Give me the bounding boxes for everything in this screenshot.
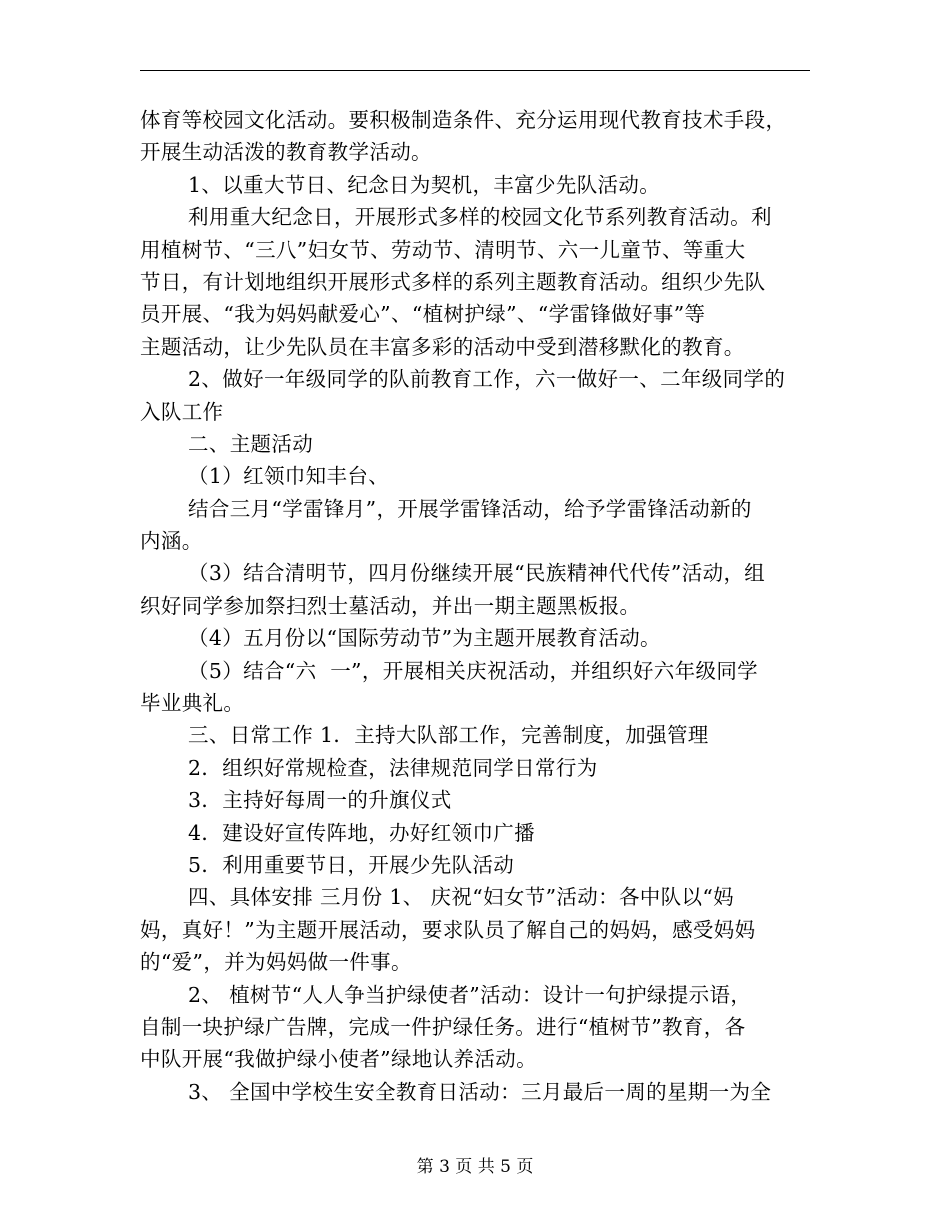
page-footer: 第 3 页 共 5 页 — [416, 1157, 534, 1177]
text-line: 二、主题活动 — [188, 431, 314, 456]
text-line: 节日，有计划地组织开展形式多样的系列主题教育活动。组织少先队 — [140, 269, 766, 294]
text-line: 体育等校园文化活动。要积极制造条件、充分运用现代教育技术手段， — [140, 108, 787, 132]
text-line: 2．组织好常规检查，法律规范同学日常行为 — [188, 755, 598, 780]
text-line: 内涵。 — [140, 529, 203, 554]
text-line: 4．建设好宣传阵地，办好红领巾广播 — [188, 820, 535, 845]
text-line: 开展生动活泼的教育教学活动。 — [140, 140, 432, 165]
text-line: （1）红领巾知丰台、 — [188, 464, 390, 489]
text-line: 自制一块护绿广告牌，完成一件护绿任务。进行“植树节”教育，各 — [140, 1014, 746, 1039]
text-line: 2、 植树节“人人争当护绿使者”活动：设计一句护绿提示语， — [188, 982, 752, 1007]
text-line: 主题活动，让少先队员在丰富多彩的活动中受到潜移默化的教育。 — [140, 334, 745, 359]
text-line: 中队开展“我做护绿小使者”绿地认养活动。 — [140, 1047, 537, 1072]
header-rule — [140, 70, 810, 71]
text-line: 5．利用重要节日，开展少先队活动 — [188, 852, 515, 877]
text-line: 3．主持好每周一的升旗仪式 — [188, 788, 452, 813]
text-line: （4）五月份以“国际劳动节”为主题开展教育活动。 — [188, 626, 661, 651]
text-line: （3）结合清明节，四月份继续开展“民族精神代代传”活动，组 — [188, 561, 766, 586]
text-line: （5）结合“六 一”，开展相关庆祝活动，并组织好六年级同学 — [188, 658, 759, 683]
text-line: 结合三月“学雷锋月”，开展学雷锋活动，给予学雷锋活动新的 — [188, 496, 752, 521]
document-body — [140, 104, 812, 1108]
text-line: 织好同学参加祭扫烈士墓活动，并出一期主题黑板报。 — [140, 593, 641, 618]
text-line: 的“爱”，并为妈妈做一件事。 — [140, 950, 412, 975]
text-line: 妈，真好！”为主题开展活动，要求队员了解自己的妈妈，感受妈妈 — [140, 917, 756, 942]
text-line: 用植树节、“三八”妇女节、劳动节、清明节、六一儿童节、等重大 — [140, 237, 746, 262]
text-line: 四、具体安排 三月份 1、 庆祝“妇女节”活动：各中队以“妈 — [188, 885, 735, 910]
text-line: 利用重大纪念日，开展形式多样的校园文化节系列教育活动。利 — [188, 205, 772, 230]
text-line: 2、做好一年级同学的队前教育工作，六一做好一、二年级同学的 — [188, 367, 786, 392]
text-line: 毕业典礼。 — [140, 691, 245, 716]
text-line: 三、日常工作 1．主持大队部工作，完善制度，加强管理 — [188, 723, 709, 748]
text-line: 1、以重大节日、纪念日为契机，丰富少先队活动。 — [188, 172, 661, 197]
text-line: 入队工作 — [140, 399, 224, 424]
text-line: 员开展、“我为妈妈献爱心”、“植树护绿”、“学雷锋做好事”等 — [140, 302, 706, 327]
text-line: 3、 全国中学校生安全教育日活动：三月最后一周的星期一为全 — [188, 1079, 772, 1104]
